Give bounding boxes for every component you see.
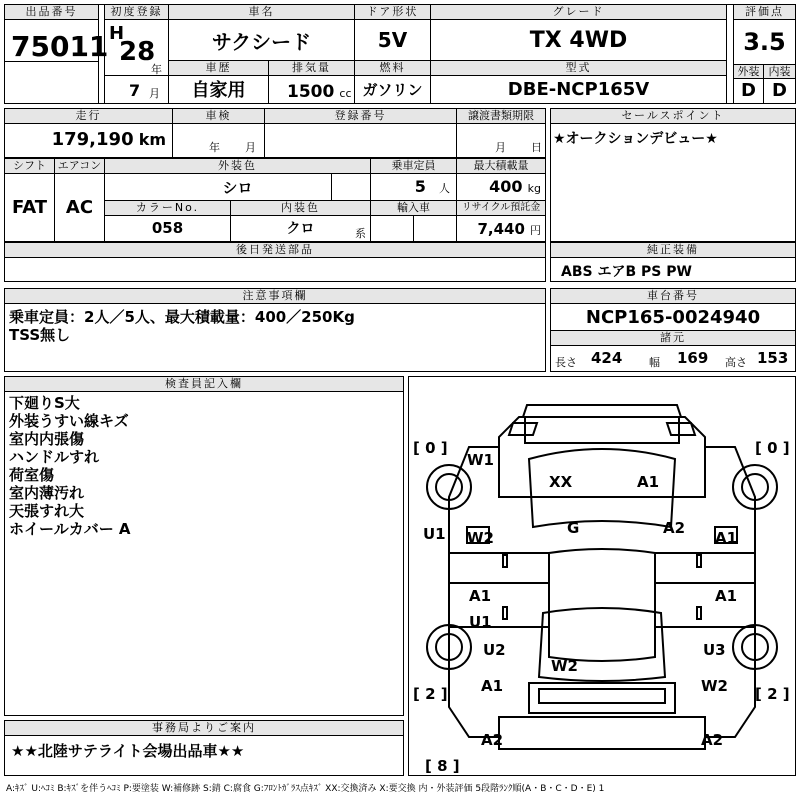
chassis-box	[550, 288, 796, 372]
max-load-value: 400	[489, 177, 523, 196]
lot-no-cell	[5, 5, 109, 103]
inspection-year-unit: 年	[209, 141, 220, 154]
inspector-note: ホイールカバー A	[9, 520, 131, 538]
mark-a2-right-fender: A2	[663, 519, 686, 537]
interior-label: 内装	[764, 65, 795, 79]
recycle-value: 7,440	[477, 220, 525, 238]
door-cell	[355, 5, 431, 61]
color-no-label: カラーNo.	[105, 201, 230, 216]
deadline-day-unit: 日	[531, 141, 542, 154]
month-value: 7	[129, 81, 141, 100]
mark-xx: XX	[549, 473, 573, 491]
inspector-note: 室内内張傷	[9, 430, 85, 448]
mileage-label: 走行	[5, 109, 172, 124]
ext-color-value: シロ	[222, 178, 253, 197]
exterior-label: 外装	[734, 65, 763, 79]
recycle-label: リサイクル預託金	[457, 201, 545, 216]
displacement-cell	[269, 61, 355, 103]
max-load-cell	[457, 159, 545, 201]
mileage-unit: km	[138, 130, 166, 149]
mark-a1-right-front-door: A1	[715, 529, 738, 547]
mark-g: G	[567, 519, 580, 537]
import-cell	[371, 201, 457, 241]
sales-point-value: ★オークションデビュー★	[553, 131, 718, 147]
mark-u1-left-front: U1	[423, 525, 446, 543]
mark-w2-left-front-door: W2	[467, 529, 494, 547]
month-unit: 月	[149, 87, 160, 100]
chassis-value: NCP165-0024940	[585, 306, 761, 328]
mark-w2-right-rear: W2	[701, 677, 728, 695]
sales-point-label: セールスポイント	[551, 109, 795, 124]
chassis-label: 車台番号	[551, 289, 795, 304]
score-cell	[733, 5, 795, 65]
length-value: 424	[591, 349, 623, 367]
caution-box	[4, 288, 546, 372]
lot-no-value: 75011	[11, 30, 109, 63]
inspector-note: 荷室傷	[9, 466, 55, 484]
equipment-label: 純正装備	[551, 243, 795, 258]
sales-point-box	[550, 108, 796, 242]
aircon-label: エアコン	[55, 159, 104, 174]
color-no-cell	[105, 201, 231, 241]
inspector-label: 検査員記入欄	[5, 377, 403, 392]
deadline-month-unit: 月	[495, 141, 506, 154]
history-label: 車歴	[169, 61, 268, 76]
width-label: 幅	[649, 356, 660, 369]
tire-rear-right: [ 2 ]	[755, 685, 790, 703]
inspector-note: 外装うすい線キズ	[9, 412, 129, 430]
inspector-box	[4, 376, 404, 716]
grade-value: TX 4WD	[529, 27, 628, 53]
history-value: 自家用	[191, 80, 246, 101]
import-label: 輸入車	[371, 201, 456, 216]
interior-value: D	[772, 79, 787, 101]
displacement-label: 排気量	[269, 61, 354, 76]
caution-line-2: TSS無し	[9, 326, 71, 344]
year-unit: 年	[151, 63, 162, 76]
year-value: 28	[119, 37, 156, 67]
door-value: 5V	[377, 28, 408, 52]
fuel-label: 燃料	[355, 61, 430, 76]
score-label: 評価点	[734, 5, 795, 20]
inspector-note: ハンドルすれ	[9, 448, 100, 466]
office-value: ★★北陸サテライト会場出品車★★	[11, 742, 245, 760]
mark-a2-rear-right: A2	[701, 731, 724, 749]
capacity-cell	[371, 159, 457, 201]
exterior-value: D	[741, 79, 756, 101]
tire-front-left: [ 0 ]	[413, 439, 448, 457]
mileage-cell	[5, 109, 173, 157]
aircon-cell	[55, 159, 105, 241]
capacity-label: 乗車定員	[371, 159, 456, 174]
later-parts-label: 後日発送部品	[5, 243, 545, 258]
int-color-value: クロ	[286, 221, 315, 237]
mark-a1-left-rear-door: A1	[469, 587, 492, 605]
mark-a2-rear-left: A2	[481, 731, 504, 749]
length-label: 長さ	[555, 356, 577, 369]
era-value: H	[109, 23, 125, 44]
car-diagram-box	[408, 376, 796, 776]
deadline-label: 譲渡書類期限	[457, 109, 545, 124]
color-no-value: 058	[151, 219, 184, 237]
car-diagram	[409, 377, 795, 775]
model-value: DBE-NCP165V	[507, 78, 650, 100]
inspector-note: 天張すれ大	[9, 502, 85, 520]
grade-label: グレード	[431, 5, 726, 20]
caution-label: 注意事項欄	[5, 289, 545, 304]
car-name-cell	[169, 5, 355, 61]
displacement-unit: cc	[339, 87, 352, 100]
int-color-cell	[231, 201, 371, 241]
specs-label: 諸元	[551, 330, 795, 346]
legend: A:ｷｽﾞ U:ﾍｺﾐ B:ｷｽﾞを伴うﾍｺﾐ P:要塗装 W:補修跡 S:錆 C:腐食 G:ﾌﾛﾝﾄｶﾞﾗｽ点ｷｽﾞ XX:交換済み X:要交換 内・外装評価 5段階ﾗﾝｸ順(A・B・C・D・E) 1	[6, 784, 605, 794]
max-load-label: 最大積載量	[457, 159, 545, 174]
header-block	[4, 4, 796, 104]
ext-color-label: 外装色	[105, 159, 370, 174]
inspector-note: 下廻りS大	[9, 394, 80, 412]
exterior-cell	[733, 65, 764, 103]
grade-cell	[431, 5, 727, 61]
tire-rear-left: [ 2 ]	[413, 685, 448, 703]
max-load-unit: kg	[527, 182, 541, 195]
mark-w2-roof-rear: W2	[551, 657, 578, 675]
reg-no-label: 登録番号	[265, 109, 456, 124]
capacity-unit: 人	[439, 182, 450, 195]
inspection-month-unit: 月	[245, 141, 256, 154]
inspection-label: 車検	[173, 109, 264, 124]
shift-cell	[5, 159, 55, 241]
car-name-value: サクシード	[211, 29, 312, 54]
model-cell	[431, 61, 727, 103]
recycle-cell	[457, 201, 545, 241]
width-value: 169	[677, 349, 709, 367]
int-color-label: 内装色	[231, 201, 370, 216]
spec-row	[4, 158, 546, 242]
model-label: 型式	[431, 61, 726, 76]
shift-label: シフト	[5, 159, 54, 174]
mark-w1: W1	[467, 451, 494, 469]
inspection-cell	[173, 109, 265, 157]
office-label: 事務局よりご案内	[5, 721, 403, 736]
capacity-value: 5	[414, 177, 426, 196]
mark-u1-left-rear-door: U1	[469, 613, 492, 631]
inspector-notes-list	[5, 392, 403, 538]
recycle-unit: 円	[530, 224, 541, 237]
shift-value: FAT	[11, 196, 48, 218]
first-reg-cell	[104, 5, 169, 103]
later-parts-box	[4, 242, 546, 282]
interior-cell	[764, 65, 795, 103]
tire-spare: [ 8 ]	[425, 757, 460, 775]
fuel-cell	[355, 61, 431, 103]
displacement-value: 1500	[287, 82, 335, 102]
ext-color-cell	[105, 159, 371, 201]
history-cell	[169, 61, 269, 103]
int-color-suffix: 系	[355, 227, 366, 240]
door-label: ドア形状	[355, 5, 430, 20]
mileage-value: 179,190	[51, 129, 134, 150]
car-name-label: 車名	[169, 5, 354, 20]
caution-line-1: 乗車定員：2人／5人、最大積載量：400／250Kg	[9, 308, 355, 326]
mark-u2-left-quarter: U2	[483, 641, 506, 659]
mark-a1-hood: A1	[637, 473, 660, 491]
inspector-note: 室内薄汚れ	[9, 484, 85, 502]
mark-a1-right-rear-door: A1	[715, 587, 738, 605]
score-value: 3.5	[743, 28, 786, 56]
tire-front-right: [ 0 ]	[755, 439, 790, 457]
aircon-value: AC	[65, 196, 94, 218]
equipment-box	[550, 242, 796, 282]
mark-u3-right-quarter: U3	[703, 641, 726, 659]
first-reg-label: 初度登録	[105, 5, 168, 20]
height-value: 153	[757, 349, 789, 367]
fuel-value: ガソリン	[362, 80, 423, 99]
mileage-row	[4, 108, 546, 158]
equipment-value: ABS エアB PS PW	[561, 264, 692, 280]
mark-a1-left-rear: A1	[481, 677, 504, 695]
deadline-cell	[457, 109, 545, 157]
reg-no-cell	[265, 109, 457, 157]
office-box	[4, 720, 404, 776]
height-label: 高さ	[725, 356, 747, 369]
lot-no-label: 出品番号	[5, 5, 98, 20]
